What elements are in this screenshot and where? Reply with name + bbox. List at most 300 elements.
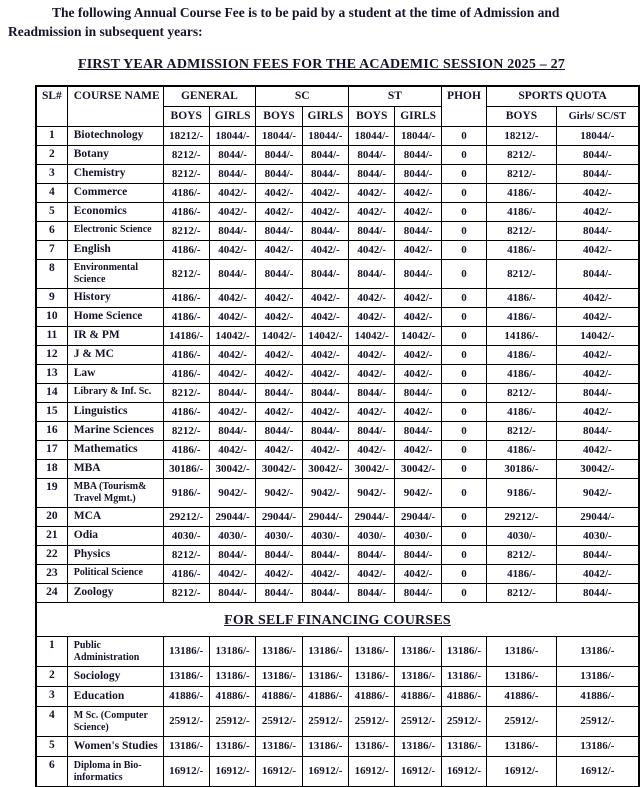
fee-value-cell: 29044/- (302, 508, 348, 527)
fee-value-cell: 0 (441, 260, 486, 289)
fee-value-cell: 4042/- (256, 241, 302, 260)
table-header (36, 86, 639, 127)
fee-value-cell: 13186/- (209, 637, 255, 667)
fee-value-cell: 8212/- (487, 222, 557, 241)
sl-cell: 6 (36, 757, 67, 787)
fee-value-cell: 41886/- (556, 687, 639, 707)
table-row (36, 479, 639, 508)
course-name-cell: J & MC (67, 346, 163, 365)
sl-cell: 16 (36, 422, 67, 441)
fee-value-cell: 14186/- (163, 327, 209, 346)
fee-value-cell: 8044/- (209, 260, 255, 289)
fee-value-cell: 0 (441, 308, 486, 327)
fee-value-cell: 8044/- (256, 260, 302, 289)
fee-value-cell: 4042/- (209, 403, 255, 422)
fee-value-cell: 8044/- (209, 146, 255, 165)
course-name-cell: MBA (67, 460, 163, 479)
course-name-cell: Commerce (67, 184, 163, 203)
fee-value-cell: 0 (441, 289, 486, 308)
fee-value-cell: 13186/- (487, 667, 557, 687)
table-row (36, 127, 639, 146)
fee-value-cell: 8044/- (395, 165, 441, 184)
course-name-cell: Public Administration (67, 637, 163, 667)
fee-value-cell: 8044/- (349, 546, 395, 565)
fee-value-cell: 13186/- (395, 637, 441, 667)
fee-value-cell: 41886/- (163, 687, 209, 707)
sl-cell: 3 (36, 165, 67, 184)
fee-value-cell: 0 (441, 565, 486, 584)
fee-value-cell: 9042/- (395, 479, 441, 508)
fee-value-cell: 9042/- (556, 479, 639, 508)
fee-value-cell: 8044/- (556, 260, 639, 289)
fee-value-cell: 4186/- (163, 441, 209, 460)
fee-value-cell: 0 (441, 203, 486, 222)
fee-value-cell: 41886/- (302, 687, 348, 707)
course-name-cell: Education (67, 687, 163, 707)
fee-value-cell: 8044/- (556, 222, 639, 241)
fee-value-cell: 8212/- (487, 584, 557, 603)
header-phoh: PHOH (441, 86, 486, 127)
fee-value-cell: 8044/- (256, 146, 302, 165)
fee-value-cell: 8212/- (163, 146, 209, 165)
fee-value-cell: 41886/- (487, 687, 557, 707)
fee-value-cell: 41886/- (395, 687, 441, 707)
fee-value-cell: 4042/- (349, 565, 395, 584)
fee-value-cell: 8044/- (302, 260, 348, 289)
fee-value-cell: 8044/- (395, 222, 441, 241)
table-row (36, 422, 639, 441)
fee-value-cell: 0 (441, 346, 486, 365)
fee-value-cell: 8044/- (556, 584, 639, 603)
fee-value-cell: 8044/- (556, 546, 639, 565)
fee-value-cell: 4042/- (556, 403, 639, 422)
fee-value-cell: 4042/- (556, 346, 639, 365)
fee-value-cell: 13186/- (209, 667, 255, 687)
self-financing-header (36, 603, 639, 637)
fee-value-cell: 8044/- (349, 384, 395, 403)
course-name-cell: M Sc. (Computer Science) (67, 707, 163, 737)
fee-value-cell: 8044/- (209, 546, 255, 565)
table-row (36, 584, 639, 603)
fee-value-cell: 16912/- (349, 757, 395, 787)
fee-value-cell: 4186/- (163, 308, 209, 327)
fee-value-cell: 29212/- (487, 508, 557, 527)
course-name-cell: MBA (Tourism& Travel Mgmt.) (67, 479, 163, 508)
fee-value-cell: 4042/- (302, 203, 348, 222)
table-row (36, 165, 639, 184)
fee-value-cell: 4042/- (209, 346, 255, 365)
fee-value-cell: 14186/- (487, 327, 557, 346)
table-row (36, 441, 639, 460)
course-name-cell: Environmental Science (67, 260, 163, 289)
table-row (36, 346, 639, 365)
fee-value-cell: 4186/- (163, 203, 209, 222)
fee-value-cell: 29212/- (163, 508, 209, 527)
fee-value-cell: 18044/- (395, 127, 441, 146)
header-sc-boys: BOYS (256, 107, 302, 127)
fee-value-cell: 8044/- (349, 260, 395, 289)
self-financing-rows (36, 637, 639, 787)
fee-value-cell: 0 (441, 165, 486, 184)
fee-value-cell: 8044/- (395, 546, 441, 565)
fee-value-cell: 4042/- (256, 203, 302, 222)
fee-value-cell: 0 (441, 241, 486, 260)
fee-value-cell: 8044/- (209, 384, 255, 403)
sl-cell: 23 (36, 565, 67, 584)
fee-value-cell: 4042/- (256, 346, 302, 365)
fee-value-cell: 18044/- (349, 127, 395, 146)
fee-value-cell: 16912/- (163, 757, 209, 787)
main-course-rows (36, 127, 639, 603)
fee-value-cell: 8044/- (349, 584, 395, 603)
fee-value-cell: 4042/- (395, 365, 441, 384)
fee-value-cell: 4042/- (349, 365, 395, 384)
fee-value-cell: 4186/- (487, 441, 557, 460)
table-row (36, 203, 639, 222)
fee-value-cell: 8212/- (487, 146, 557, 165)
fee-value-cell: 9186/- (163, 479, 209, 508)
course-name-cell: English (67, 241, 163, 260)
fee-value-cell: 4042/- (556, 289, 639, 308)
fee-value-cell: 4042/- (209, 289, 255, 308)
fee-value-cell: 4042/- (556, 203, 639, 222)
fee-value-cell: 4042/- (209, 441, 255, 460)
fee-value-cell: 30042/- (209, 460, 255, 479)
fee-value-cell: 8212/- (163, 384, 209, 403)
fee-value-cell: 16912/- (256, 757, 302, 787)
fee-value-cell: 41886/- (349, 687, 395, 707)
sl-cell: 15 (36, 403, 67, 422)
fee-value-cell: 13186/- (256, 737, 302, 757)
fee-value-cell: 4042/- (395, 308, 441, 327)
sl-cell: 5 (36, 203, 67, 222)
course-name-cell: Botany (67, 146, 163, 165)
fee-value-cell: 4186/- (163, 184, 209, 203)
table-row (36, 384, 639, 403)
fee-value-cell: 13186/- (556, 667, 639, 687)
fee-value-cell: 29044/- (395, 508, 441, 527)
sl-cell: 19 (36, 479, 67, 508)
header-sl: SL# (36, 86, 67, 127)
fee-value-cell: 4030/- (556, 527, 639, 546)
fee-value-cell: 8212/- (487, 384, 557, 403)
fee-value-cell: 8044/- (256, 165, 302, 184)
fee-value-cell: 4042/- (556, 184, 639, 203)
fee-value-cell: 13186/- (349, 667, 395, 687)
fee-value-cell: 8044/- (556, 146, 639, 165)
fee-value-cell: 29044/- (556, 508, 639, 527)
fee-value-cell: 8044/- (209, 422, 255, 441)
fee-value-cell: 8044/- (209, 165, 255, 184)
fee-value-cell: 25912/- (209, 707, 255, 737)
fee-value-cell: 4186/- (163, 346, 209, 365)
fee-value-cell: 14042/- (395, 327, 441, 346)
fee-value-cell: 8044/- (349, 222, 395, 241)
intro-paragraph: The following Annual Course Fee is to be paid by a student at the time of Admission and Readmission in subsequent years: (8, 5, 560, 39)
fee-value-cell: 4030/- (349, 527, 395, 546)
fee-value-cell: 9042/- (302, 479, 348, 508)
course-name-cell: Women's Studies (67, 737, 163, 757)
fee-value-cell: 13186/- (349, 637, 395, 667)
fee-value-cell: 13186/- (256, 667, 302, 687)
fee-value-cell: 4186/- (163, 365, 209, 384)
fee-value-cell: 13186/- (302, 737, 348, 757)
sl-cell: 5 (36, 737, 67, 757)
fee-value-cell: 14042/- (256, 327, 302, 346)
sl-cell: 13 (36, 365, 67, 384)
fee-value-cell: 4186/- (163, 565, 209, 584)
fee-value-cell: 0 (441, 403, 486, 422)
fee-value-cell: 13186/- (302, 637, 348, 667)
sl-cell: 21 (36, 527, 67, 546)
table-row (36, 687, 639, 707)
fee-value-cell: 16912/- (209, 757, 255, 787)
fee-value-cell: 25912/- (256, 707, 302, 737)
fee-value-cell: 0 (441, 146, 486, 165)
fee-value-cell: 9186/- (487, 479, 557, 508)
fee-value-cell: 8044/- (395, 384, 441, 403)
table-row (36, 637, 639, 667)
course-name-cell: Political Science (67, 565, 163, 584)
fee-value-cell: 4042/- (395, 289, 441, 308)
fee-value-cell: 8044/- (256, 584, 302, 603)
sl-cell: 20 (36, 508, 67, 527)
table-row (36, 365, 639, 384)
fee-value-cell: 0 (441, 222, 486, 241)
table-row (36, 222, 639, 241)
fee-value-cell: 8044/- (302, 146, 348, 165)
fee-value-cell: 4030/- (487, 527, 557, 546)
fee-value-cell: 30042/- (256, 460, 302, 479)
fee-value-cell: 8044/- (349, 422, 395, 441)
fee-value-cell: 4042/- (302, 289, 348, 308)
course-name-cell: Law (67, 365, 163, 384)
fee-value-cell: 13186/- (163, 737, 209, 757)
fee-value-cell: 4042/- (256, 184, 302, 203)
fee-value-cell: 4042/- (302, 184, 348, 203)
fee-value-cell: 25912/- (441, 707, 486, 737)
course-name-cell: MCA (67, 508, 163, 527)
fee-value-cell: 0 (441, 327, 486, 346)
fee-value-cell: 4042/- (302, 308, 348, 327)
fee-value-cell: 4042/- (302, 346, 348, 365)
table-row (36, 260, 639, 289)
fee-value-cell: 4042/- (302, 241, 348, 260)
table-row (36, 308, 639, 327)
fee-value-cell: 4042/- (349, 346, 395, 365)
fee-value-cell: 16912/- (556, 757, 639, 787)
fee-value-cell: 8044/- (302, 546, 348, 565)
fee-value-cell: 4186/- (487, 308, 557, 327)
table-row (36, 707, 639, 737)
fee-value-cell: 4042/- (556, 365, 639, 384)
fee-value-cell: 29044/- (256, 508, 302, 527)
table-row (36, 289, 639, 308)
fee-value-cell: 13186/- (395, 667, 441, 687)
table-row (36, 737, 639, 757)
fee-value-cell: 30042/- (395, 460, 441, 479)
sl-cell: 14 (36, 384, 67, 403)
fee-value-cell: 4042/- (256, 289, 302, 308)
table-row (36, 184, 639, 203)
course-name-cell: Economics (67, 203, 163, 222)
fee-value-cell: 4186/- (163, 289, 209, 308)
fee-value-cell: 4030/- (302, 527, 348, 546)
course-name-cell: Mathematics (67, 441, 163, 460)
fee-value-cell: 25912/- (395, 707, 441, 737)
fee-value-cell: 8212/- (163, 584, 209, 603)
fee-value-cell: 4042/- (302, 441, 348, 460)
table-row (36, 403, 639, 422)
fee-value-cell: 29044/- (349, 508, 395, 527)
fee-value-cell: 8212/- (487, 546, 557, 565)
fee-value-cell: 0 (441, 479, 486, 508)
fee-value-cell: 8044/- (256, 222, 302, 241)
sl-cell: 7 (36, 241, 67, 260)
sl-cell: 2 (36, 146, 67, 165)
course-name-cell: Sociology (67, 667, 163, 687)
fee-value-cell: 4042/- (256, 308, 302, 327)
fee-value-cell: 8044/- (209, 222, 255, 241)
fee-value-cell: 13186/- (441, 667, 486, 687)
fee-value-cell: 16912/- (302, 757, 348, 787)
fee-value-cell: 13186/- (441, 637, 486, 667)
fee-value-cell: 4186/- (487, 565, 557, 584)
fee-value-cell: 29044/- (209, 508, 255, 527)
fee-value-cell: 0 (441, 127, 486, 146)
header-general-girls: GIRLS (209, 107, 255, 127)
fee-value-cell: 8044/- (302, 584, 348, 603)
header-general-boys: BOYS (163, 107, 209, 127)
fee-value-cell: 0 (441, 365, 486, 384)
sl-cell: 18 (36, 460, 67, 479)
fee-value-cell: 18212/- (487, 127, 557, 146)
fee-value-cell: 25912/- (556, 707, 639, 737)
fee-value-cell: 8044/- (556, 165, 639, 184)
fees-table (35, 85, 640, 787)
fee-value-cell: 8212/- (163, 422, 209, 441)
fee-value-cell: 8212/- (487, 260, 557, 289)
fee-value-cell: 8044/- (302, 222, 348, 241)
fee-value-cell: 0 (441, 584, 486, 603)
course-name-cell: Home Science (67, 308, 163, 327)
fee-value-cell: 30186/- (163, 460, 209, 479)
fee-value-cell: 4186/- (487, 289, 557, 308)
table-row (36, 757, 639, 787)
fee-value-cell: 8044/- (256, 546, 302, 565)
fee-value-cell: 4042/- (302, 565, 348, 584)
course-name-cell: History (67, 289, 163, 308)
fee-value-cell: 4042/- (349, 308, 395, 327)
fee-value-cell: 16912/- (441, 757, 486, 787)
fee-value-cell: 4042/- (256, 403, 302, 422)
fee-value-cell: 4042/- (349, 289, 395, 308)
fee-value-cell: 4042/- (349, 403, 395, 422)
fee-value-cell: 8044/- (302, 384, 348, 403)
fee-value-cell: 9042/- (256, 479, 302, 508)
header-st-boys: BOYS (349, 107, 395, 127)
fee-value-cell: 18044/- (209, 127, 255, 146)
fee-value-cell: 30042/- (302, 460, 348, 479)
fee-value-cell: 8044/- (556, 422, 639, 441)
fee-value-cell: 4042/- (395, 203, 441, 222)
table-row (36, 327, 639, 346)
fee-value-cell: 13186/- (556, 737, 639, 757)
sl-cell: 12 (36, 346, 67, 365)
fee-value-cell: 8212/- (163, 546, 209, 565)
self-financing-title-cell (36, 603, 639, 637)
fee-value-cell: 13186/- (256, 637, 302, 667)
fee-value-cell: 4030/- (256, 527, 302, 546)
fee-value-cell: 8044/- (395, 584, 441, 603)
sl-cell: 24 (36, 584, 67, 603)
page-title: FIRST YEAR ADMISSION FEES FOR THE ACADEMIC SESSION 2025 – 27 (77, 57, 566, 72)
fee-value-cell: 4042/- (256, 365, 302, 384)
sl-cell: 1 (36, 637, 67, 667)
fee-value-cell: 4186/- (487, 346, 557, 365)
table-row (36, 546, 639, 565)
fee-value-cell: 41886/- (209, 687, 255, 707)
fee-value-cell: 4042/- (349, 241, 395, 260)
fee-value-cell: 14042/- (302, 327, 348, 346)
fee-value-cell: 13186/- (487, 737, 557, 757)
fee-value-cell: 4042/- (302, 403, 348, 422)
fee-value-cell: 4030/- (209, 527, 255, 546)
course-name-cell: Zoology (67, 584, 163, 603)
header-st-girls: GIRLS (395, 107, 441, 127)
fee-value-cell: 4042/- (302, 365, 348, 384)
header-st: ST (349, 86, 442, 107)
course-name-cell: Library & Inf. Sc. (67, 384, 163, 403)
fee-value-cell: 14042/- (556, 327, 639, 346)
fee-value-cell: 4030/- (395, 527, 441, 546)
fee-value-cell: 9042/- (349, 479, 395, 508)
sl-cell: 9 (36, 289, 67, 308)
fee-value-cell: 13186/- (209, 737, 255, 757)
fee-value-cell: 16912/- (487, 757, 557, 787)
sl-cell: 11 (36, 327, 67, 346)
table-row (36, 508, 639, 527)
fee-value-cell: 25912/- (349, 707, 395, 737)
header-course-name: COURSE NAME (67, 86, 163, 127)
fee-value-cell: 4186/- (487, 365, 557, 384)
fee-value-cell: 13186/- (395, 737, 441, 757)
header-general: GENERAL (163, 86, 256, 107)
course-name-cell: IR & PM (67, 327, 163, 346)
fee-value-cell: 4042/- (209, 308, 255, 327)
sl-cell: 3 (36, 687, 67, 707)
fee-value-cell: 4042/- (349, 203, 395, 222)
fee-value-cell: 18044/- (256, 127, 302, 146)
fee-value-cell: 13186/- (556, 637, 639, 667)
fee-value-cell: 8044/- (256, 422, 302, 441)
fee-value-cell: 4042/- (209, 565, 255, 584)
fee-value-cell: 4042/- (395, 565, 441, 584)
fee-value-cell: 13186/- (441, 737, 486, 757)
fee-value-cell: 0 (441, 460, 486, 479)
sl-cell: 4 (36, 707, 67, 737)
fee-value-cell: 4042/- (209, 184, 255, 203)
fee-value-cell: 8044/- (302, 422, 348, 441)
fee-value-cell: 4042/- (209, 241, 255, 260)
fee-value-cell: 8044/- (556, 384, 639, 403)
fee-value-cell: 4042/- (395, 403, 441, 422)
fee-value-cell: 0 (441, 184, 486, 203)
fee-value-cell: 4042/- (256, 565, 302, 584)
header-sc: SC (256, 86, 349, 107)
fee-value-cell: 0 (441, 422, 486, 441)
header-sports-boys: BOYS (487, 107, 557, 127)
